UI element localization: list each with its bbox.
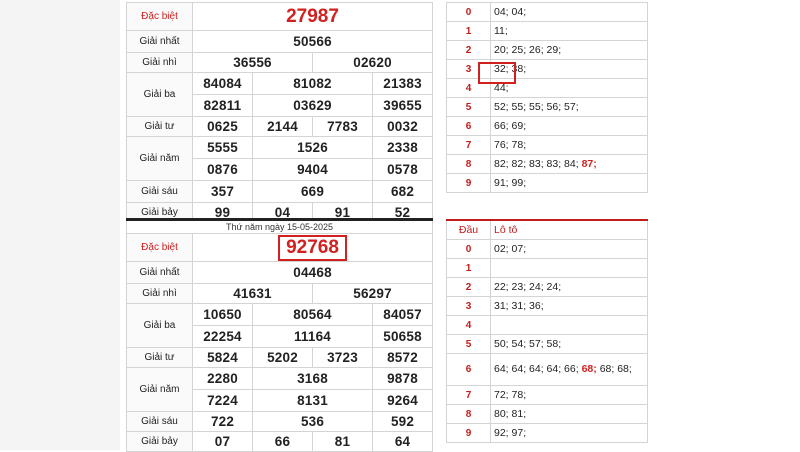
loto-head: 4	[447, 79, 491, 98]
loto-values-tail: 68; 68;	[599, 363, 632, 375]
loto-head: 2	[447, 278, 491, 297]
third-prize-number: 80564	[253, 304, 373, 326]
seventh-prize-number: 81	[313, 432, 373, 452]
third-prize-number: 84057	[373, 304, 433, 326]
fourth-prize-label: Giải tư	[127, 348, 193, 368]
second-prize-label: Giải nhì	[127, 284, 193, 304]
fourth-prize-number: 2144	[253, 117, 313, 137]
fourth-prize-number: 8572	[373, 348, 433, 368]
third-prize-row	[127, 304, 433, 326]
loto-values: 64; 64; 64; 64; 66;	[494, 363, 579, 375]
sixth-prize-label: Giải sáu	[127, 181, 193, 203]
loto-values: 22; 23; 24; 24;	[491, 278, 648, 297]
fifth-prize-number: 0578	[373, 159, 433, 181]
loto-row	[447, 278, 648, 297]
loto-row	[447, 259, 648, 278]
loto-values: 04; 04;	[491, 3, 648, 22]
draw-date: Thứ năm ngày 15-05-2025	[127, 220, 433, 234]
fourth-prize-row	[127, 348, 433, 368]
loto-head: 1	[447, 259, 491, 278]
loto-row	[447, 22, 648, 41]
loto-head: 6	[447, 117, 491, 136]
loto-head: 7	[447, 136, 491, 155]
loto-table-2	[446, 219, 648, 443]
seventh-prize-number: 52	[373, 203, 433, 223]
loto-head: 1	[447, 22, 491, 41]
loto-row	[447, 41, 648, 60]
results-table-1	[126, 2, 433, 223]
fifth-prize-row	[127, 137, 433, 159]
loto-head: 4	[447, 316, 491, 335]
draw-date-row	[127, 220, 433, 234]
left-page-margin	[0, 0, 120, 450]
fifth-prize-number: 3168	[253, 368, 373, 390]
third-prize-number: 03629	[253, 95, 373, 117]
fifth-prize-label: Giải năm	[127, 137, 193, 181]
fourth-prize-number: 0032	[373, 117, 433, 137]
fifth-prize-number: 9264	[373, 390, 433, 412]
loto-values: 72; 78;	[491, 386, 648, 405]
loto-values: 80; 81;	[491, 405, 648, 424]
loto-row	[447, 155, 648, 174]
loto-values: 32; 38;	[491, 60, 648, 79]
third-prize-number: 39655	[373, 95, 433, 117]
first-prize-label: Giải nhất	[127, 262, 193, 284]
loto-head: 9	[447, 424, 491, 443]
sixth-prize-number: 592	[373, 412, 433, 432]
loto-head: 0	[447, 3, 491, 22]
loto-row	[447, 354, 648, 386]
loto-row	[447, 174, 648, 193]
special-prize-row	[127, 234, 433, 262]
seventh-prize-number: 91	[313, 203, 373, 223]
first-prize-number: 04468	[193, 262, 433, 284]
fifth-prize-number: 2280	[193, 368, 253, 390]
loto-values-cell	[491, 155, 648, 174]
second-prize-row	[127, 284, 433, 304]
loto-values	[491, 259, 648, 278]
loto-head: 8	[447, 405, 491, 424]
sixth-prize-row	[127, 181, 433, 203]
third-prize-label: Giải ba	[127, 304, 193, 348]
third-prize-number: 84084	[193, 73, 253, 95]
seventh-prize-label: Giải bảy	[127, 203, 193, 223]
second-prize-number: 36556	[193, 53, 313, 73]
loto-row	[447, 405, 648, 424]
fourth-prize-number: 3723	[313, 348, 373, 368]
first-prize-number: 50566	[193, 31, 433, 53]
second-prize-label: Giải nhì	[127, 53, 193, 73]
second-prize-number: 41631	[193, 284, 313, 304]
loto-row	[447, 424, 648, 443]
loto-highlight-value: 68;	[581, 363, 597, 375]
loto-row	[447, 117, 648, 136]
third-prize-number: 21383	[373, 73, 433, 95]
fourth-prize-number: 5824	[193, 348, 253, 368]
loto-head: 9	[447, 174, 491, 193]
loto-row	[447, 3, 648, 22]
fifth-prize-number: 5555	[193, 137, 253, 159]
sixth-prize-label: Giải sáu	[127, 412, 193, 432]
loto-head: 3	[447, 60, 491, 79]
fourth-prize-row	[127, 117, 433, 137]
loto-values: 20; 25; 26; 29;	[491, 41, 648, 60]
seventh-prize-number: 99	[193, 203, 253, 223]
first-prize-row	[127, 31, 433, 53]
sixth-prize-number: 536	[253, 412, 373, 432]
loto-values: 92; 97;	[491, 424, 648, 443]
loto-head: 8	[447, 155, 491, 174]
loto-row	[447, 386, 648, 405]
loto-values-cell	[491, 354, 648, 386]
loto-row	[447, 79, 648, 98]
sixth-prize-number: 722	[193, 412, 253, 432]
loto-head: 5	[447, 335, 491, 354]
loto-row	[447, 316, 648, 335]
third-prize-number: 81082	[253, 73, 373, 95]
sixth-prize-number: 357	[193, 181, 253, 203]
loto-values: 44;	[491, 79, 648, 98]
loto-values	[491, 316, 648, 335]
fourth-prize-number: 5202	[253, 348, 313, 368]
special-prize-number: 27987	[193, 3, 433, 31]
seventh-prize-number: 04	[253, 203, 313, 223]
fifth-prize-number: 0876	[193, 159, 253, 181]
loto-head: 2	[447, 41, 491, 60]
second-prize-number: 02620	[313, 53, 433, 73]
seventh-prize-number: 66	[253, 432, 313, 452]
special-prize-label: Đặc biệt	[127, 3, 193, 31]
loto-row	[447, 240, 648, 259]
seventh-prize-number: 64	[373, 432, 433, 452]
loto-col-value: Lô tô	[491, 220, 648, 240]
third-prize-number: 10650	[193, 304, 253, 326]
loto-row	[447, 136, 648, 155]
loto-values: 66; 69;	[491, 117, 648, 136]
loto-head: 3	[447, 297, 491, 316]
loto-head: 6	[447, 354, 491, 386]
loto-row	[447, 335, 648, 354]
seventh-prize-number: 07	[193, 432, 253, 452]
loto-values: 76; 78;	[491, 136, 648, 155]
sixth-prize-number: 682	[373, 181, 433, 203]
third-prize-label: Giải ba	[127, 73, 193, 117]
loto-values: 31; 31; 36;	[491, 297, 648, 316]
fifth-prize-number: 9878	[373, 368, 433, 390]
loto-header-row	[447, 220, 648, 240]
second-prize-number: 56297	[313, 284, 433, 304]
fifth-prize-row	[127, 368, 433, 390]
fifth-prize-label: Giải năm	[127, 368, 193, 412]
second-prize-row	[127, 53, 433, 73]
fifth-prize-number: 8131	[253, 390, 373, 412]
sixth-prize-row	[127, 412, 433, 432]
special-prize-cell	[193, 234, 433, 262]
loto-row	[447, 98, 648, 117]
first-prize-label: Giải nhất	[127, 31, 193, 53]
third-prize-row	[127, 73, 433, 95]
fifth-prize-number: 7224	[193, 390, 253, 412]
right-page-margin	[650, 0, 800, 450]
loto-row	[447, 60, 648, 79]
loto-head: 7	[447, 386, 491, 405]
third-prize-number: 22254	[193, 326, 253, 348]
fourth-prize-number: 0625	[193, 117, 253, 137]
loto-values: 91; 99;	[491, 174, 648, 193]
special-prize-number: 92768	[278, 235, 347, 261]
fourth-prize-number: 7783	[313, 117, 373, 137]
special-prize-label: Đặc biệt	[127, 234, 193, 262]
fifth-prize-number: 1526	[253, 137, 373, 159]
loto-highlight-value: 87;	[581, 158, 597, 170]
third-prize-number: 82811	[193, 95, 253, 117]
loto-values: 50; 54; 57; 58;	[491, 335, 648, 354]
loto-head: 5	[447, 98, 491, 117]
loto-values: 82; 82; 83; 83; 84;	[494, 158, 579, 170]
loto-values: 11;	[491, 22, 648, 41]
loto-values: 52; 55; 55; 56; 57;	[491, 98, 648, 117]
fourth-prize-label: Giải tư	[127, 117, 193, 137]
loto-row	[447, 297, 648, 316]
third-prize-number: 11164	[253, 326, 373, 348]
fifth-prize-number: 9404	[253, 159, 373, 181]
seventh-prize-label: Giải bảy	[127, 432, 193, 452]
sixth-prize-number: 669	[253, 181, 373, 203]
fifth-prize-number: 2338	[373, 137, 433, 159]
loto-head: 0	[447, 240, 491, 259]
seventh-prize-row	[127, 432, 433, 452]
loto-table-1	[446, 2, 648, 193]
special-prize-row	[127, 3, 433, 31]
third-prize-number: 50658	[373, 326, 433, 348]
first-prize-row	[127, 262, 433, 284]
loto-values: 02; 07;	[491, 240, 648, 259]
results-table-2	[126, 218, 433, 452]
loto-col-head: Đầu	[447, 220, 491, 240]
